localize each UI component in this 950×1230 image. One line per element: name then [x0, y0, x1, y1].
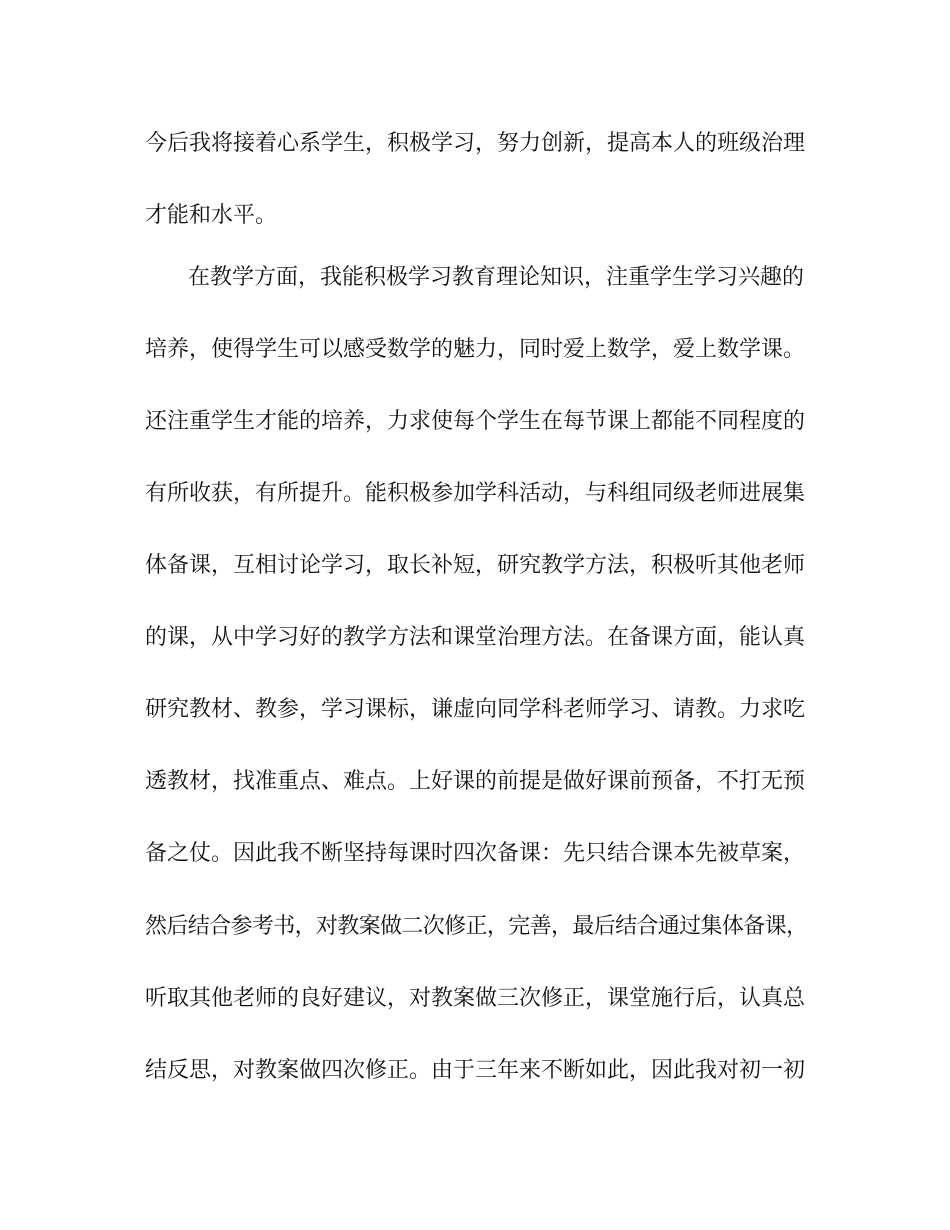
- paragraph-line: 结反思，对教案做四次修正。由于三年来不断如此，因此我对初一初: [145, 1058, 806, 1083]
- paragraph-line: 还注重学生才能的培养，力求使每个学生在每节课上都能不同程度的: [145, 409, 806, 434]
- paragraph-line: 有所收获，有所提升。能积极参加学科活动，与科组同级老师进展集: [145, 481, 806, 506]
- paragraph-line: 才能和水平。: [145, 203, 278, 228]
- paragraph-line: 培养，使得学生可以感受数学的魅力，同时爱上数学，爱上数学课。: [145, 337, 806, 362]
- paragraph-line: 听取其他老师的良好建议，对教案做三次修正，课堂施行后，认真总: [145, 986, 806, 1011]
- paragraph-line: 今后我将接着心系学生，积极学习，努力创新，提高本人的班级治理: [145, 131, 806, 156]
- paragraph-line: 的课，从中学习好的教学方法和课堂治理方法。在备课方面，能认真: [145, 625, 806, 650]
- paragraph-line: 体备课，互相讨论学习，取长补短，研究教学方法，积极听其他老师: [145, 553, 806, 578]
- paragraph-line: 研究教材、教参，学习课标，谦虚向同学科老师学习、请教。力求吃: [145, 697, 806, 722]
- paragraph-line: 备之仗。因此我不断坚持每课时四次备课：先只结合课本先被草案，: [145, 841, 806, 866]
- paragraph-line: 透教材，找准重点、难点。上好课的前提是做好课前预备，不打无预: [145, 769, 806, 794]
- paragraph-first-line: 在教学方面，我能积极学习教育理论知识，注重学生学习兴趣的: [188, 265, 805, 290]
- paragraph-line: 然后结合参考书，对教案做二次修正，完善，最后结合通过集体备课，: [145, 914, 808, 939]
